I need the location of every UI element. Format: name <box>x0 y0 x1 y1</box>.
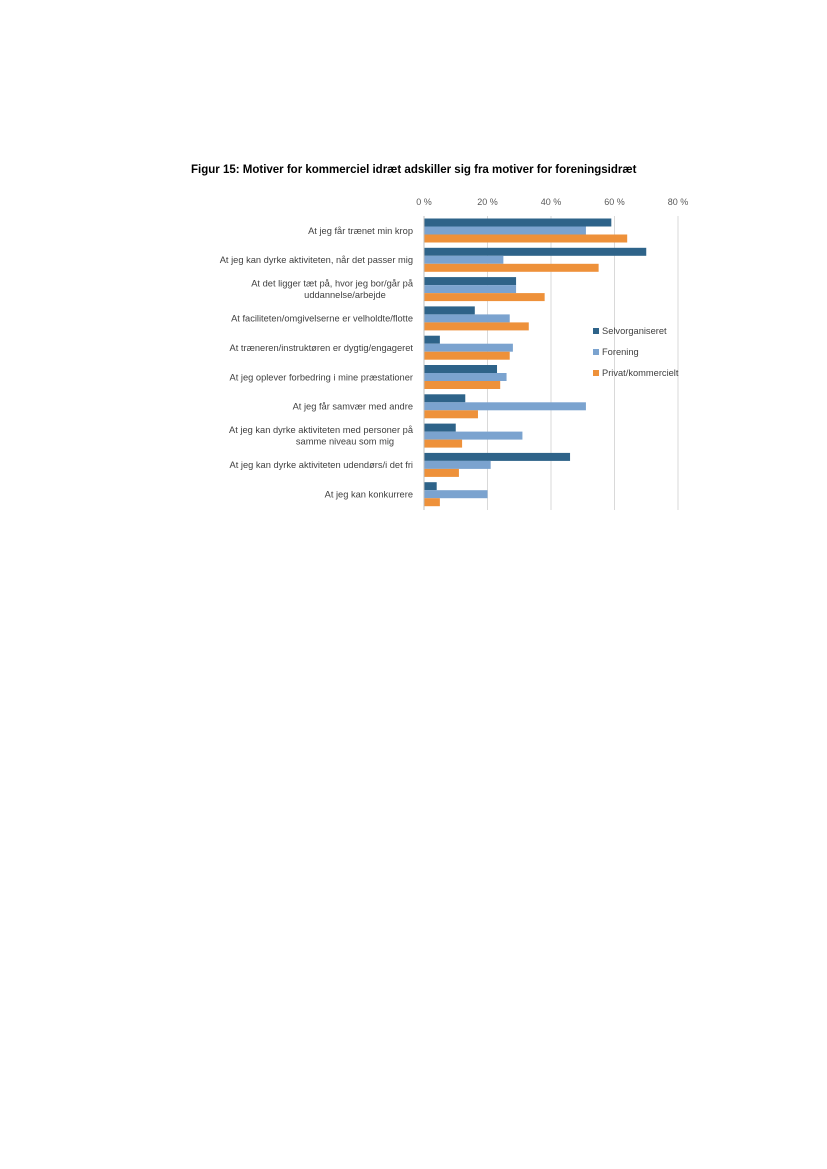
legend-swatch <box>593 349 599 355</box>
category-label: At træneren/instruktøren er dygtig/engageret <box>229 343 413 353</box>
bar <box>424 424 456 432</box>
bar <box>424 314 510 322</box>
category-labels <box>220 226 414 500</box>
x-tick-label: 80 % <box>667 197 689 207</box>
bar <box>424 410 478 418</box>
category-label: At jeg kan dyrke aktiviteten med personer på <box>229 425 413 436</box>
bar <box>424 440 462 448</box>
bar <box>424 219 611 227</box>
bar <box>424 264 599 272</box>
legend <box>593 326 679 378</box>
bar <box>424 394 465 402</box>
bar <box>424 285 516 293</box>
bar <box>424 373 507 381</box>
category-label: At jeg kan konkurrere <box>324 489 413 500</box>
x-axis-ticks <box>416 197 688 207</box>
category-label: samme niveau som mig <box>295 436 395 447</box>
bar <box>424 453 570 461</box>
legend-label: Selvorganiseret <box>602 326 667 336</box>
bar <box>424 432 522 440</box>
bar <box>424 381 500 389</box>
bar <box>424 498 440 506</box>
legend-swatch <box>593 370 599 376</box>
x-tick-label: 0 % <box>416 197 432 207</box>
category-label: At jeg kan dyrke aktiviteten, når det passer mig <box>219 255 413 266</box>
figure-title: Figur 15: Motiver for kommerciel idræt adskiller sig fra motiver for foreningsidræt <box>191 164 637 176</box>
bar <box>424 293 545 301</box>
x-tick-label: 20 % <box>477 197 498 207</box>
bar <box>424 482 437 490</box>
x-tick-label: 40 % <box>540 197 562 207</box>
bar <box>424 256 503 264</box>
bar <box>424 469 459 477</box>
category-label: At jeg får trænet min krop <box>308 225 413 236</box>
bar <box>424 336 440 344</box>
legend-label: Forening <box>602 347 639 357</box>
bar <box>424 365 497 373</box>
bar <box>424 490 488 498</box>
category-label: At faciliteten/omgivelserne er velholdte/flotte <box>231 313 413 324</box>
x-tick-label: 60 % <box>604 197 625 207</box>
category-label: At jeg får samvær med andre <box>292 401 413 412</box>
legend-label: Privat/kommercielt <box>602 368 679 378</box>
bar <box>424 344 513 352</box>
bar <box>424 235 627 243</box>
bar <box>424 402 586 410</box>
bar <box>424 461 491 469</box>
legend-swatch <box>593 328 599 334</box>
category-label: At jeg kan dyrke aktiviteten udendørs/i det fri <box>229 460 413 471</box>
bar <box>424 227 586 235</box>
bar <box>424 248 646 256</box>
gridlines <box>488 216 679 510</box>
category-label: At det ligger tæt på, hvor jeg bor/går på <box>251 278 413 289</box>
bar <box>424 352 510 360</box>
bars <box>424 219 646 507</box>
bar <box>424 277 516 285</box>
bar <box>424 306 475 314</box>
category-label: At jeg oplever forbedring i mine præstationer <box>229 372 413 383</box>
category-label: uddannelse/arbejde <box>304 290 386 301</box>
bar <box>424 322 529 330</box>
